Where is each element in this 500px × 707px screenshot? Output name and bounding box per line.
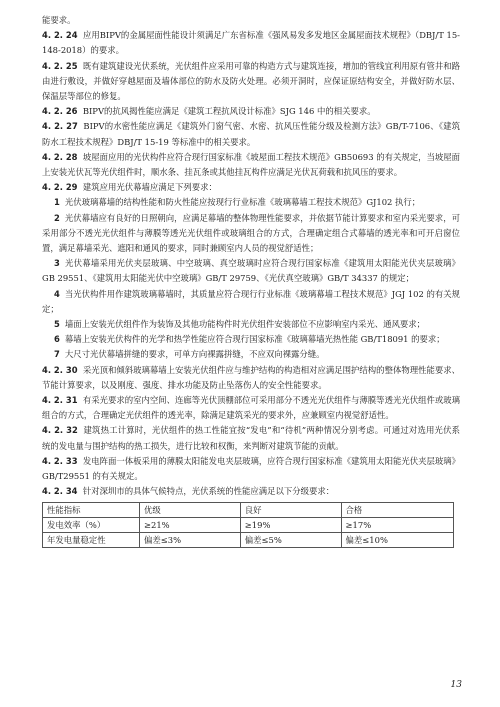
clause-number: 4. 2. 29: [42, 182, 78, 193]
sub-item: [42, 287, 460, 317]
table-row: [43, 532, 454, 547]
clause: [42, 59, 460, 105]
clause: [42, 28, 460, 58]
table-cell: 发电效率（%）: [43, 517, 140, 532]
clause-number: 4. 2. 27: [42, 121, 78, 132]
table-header-cell: 合格: [341, 502, 453, 517]
clause-text: 建筑热工计算时，光伏组件的热工性能宜按“发电”和“待机”两种情况分别考虑。可通过对选用光伏系统的发电量与围护结构的热工损失，进行比较和权衡，来判断对建筑节能的贡献。: [42, 425, 460, 451]
clause: [42, 180, 460, 195]
clause-number: 4. 2. 33: [42, 455, 78, 466]
sub-item-number: 1: [54, 197, 60, 208]
sub-item: [42, 211, 460, 257]
clause-text: 有采光要求的室内空间、连廊等光伏顶棚部位可采用部分不透光光伏组件与薄膜等透光光伏组件或玻璃组合的方式，合理确定光伏组件的透光率，除满足建筑采光的要求外，应兼顾室内视觉舒适性。: [42, 395, 460, 421]
sub-item: [42, 195, 460, 210]
lead-in-text: 能要求。: [42, 15, 76, 25]
table-row: [43, 517, 454, 532]
clause-number: 4. 2. 34: [42, 486, 78, 497]
sub-item: [42, 347, 460, 362]
sub-item-number: 4: [54, 288, 60, 299]
sub-item: [42, 256, 460, 286]
table-cell: 年发电量稳定性: [43, 532, 140, 547]
page-content: [42, 13, 460, 548]
clause-text: 坡屋面应用的光伏构件应符合现行国家标准《坡屋面工程技术规范》GB50693 的有关规定，当坡屋面上安装光伏瓦等光伏组件时，顺水条、挂瓦条或其他挂瓦构件应满足光伏瓦荷载和抗风压的要求。: [42, 151, 460, 178]
table-cell: 偏差≤3%: [140, 532, 241, 547]
clauses-before: [42, 28, 460, 195]
table-cell: ≥19%: [240, 517, 341, 532]
table-header-cell: 良好: [240, 502, 341, 517]
sub-item-text: 大尺寸光伏幕墙拼缝的要求，可单方向裸露拼缝，不应双向裸露分缝。: [64, 349, 325, 360]
clauses-after: [42, 363, 460, 500]
sub-item-number: 5: [54, 319, 60, 330]
table-cell: ≥21%: [140, 517, 241, 532]
clause-number: 4. 2. 32: [42, 425, 78, 436]
table-cell: 偏差≤5%: [240, 532, 341, 547]
sub-item-text: 光伏玻璃幕墙的结构性能和防火性能应按现行行业标准《玻璃幕墙工程技术规范》GJ102 执行；: [64, 197, 421, 208]
sub-item-text: 当光伏构件用作建筑玻璃幕墙时，其质量应符合现行行业标准《玻璃幕墙工程技术规范》JGJ 102 的有关规定；: [42, 288, 460, 314]
clause: [42, 423, 460, 453]
sub-item-number: 6: [54, 334, 60, 345]
clause-number: 4. 2. 31: [42, 395, 78, 406]
clause-text: BIPV的抗风揭性能应满足《建筑工程抗风设计标准》SJG 146 中的相关要求。: [82, 106, 376, 117]
table-cell: ≥17%: [341, 517, 453, 532]
sub-items: [42, 195, 460, 362]
clause: [42, 484, 460, 499]
page-number: 13: [450, 680, 462, 690]
sub-item-number: 2: [54, 212, 60, 223]
clause-number: 4. 2. 24: [42, 30, 78, 41]
clause-text: 采光顶和倾斜玻璃幕墙上安装光伏组件应与维护结构的构造相对应满足围护结构的整体物理性能要求、节能计算要求，以及刚度、强度、排水功能及防止坠落伤人的安全性能要求。: [42, 364, 460, 390]
clause-text: 建筑应用光伏幕墙应满足下列要求：: [82, 182, 217, 193]
clause: [42, 454, 460, 484]
performance-table: [42, 502, 454, 548]
table-header-cell: 优级: [140, 502, 241, 517]
clause-text: BIPV的水密性能应满足《建筑外门窗气密、水密、抗风压性能分级及检测方法》GB/T-7106、《建筑防水工程技术规程》DBJ/T 15-19 等标准中的相关要求。: [42, 121, 461, 147]
clause-text: 针对深圳市的具体气候特点，光伏系统的性能应满足以下分级要求：: [82, 486, 335, 497]
sub-item: [42, 332, 460, 347]
clause: [42, 104, 460, 119]
clause-text: 既有建筑建设光伏系统，光伏组件应采用可靠的构造方式与建筑连接，增加的管线宜利用原有管井和路由进行敷设，并做好穿越屋面及墙体部位的防水及防火处理。必须开洞时，应保证原结构安全，并做好防水层、保温层等部位的修复。: [42, 60, 460, 102]
sub-item-text: 光伏幕墙应有良好的日照朝向，应满足幕墙的整体物理性能要求，并依据节能计算要求和室内采光要求，可采用部分不透光光伏组件与薄膜等透光光伏组件或玻璃组合的方式，合理确定组合式幕墙的透光率和可开启窗位置，满足幕墙采光、遮阳和通风的要求，同时兼顾室内人员的视觉舒适性；: [42, 212, 460, 254]
clause-number: 4. 2. 26: [42, 106, 78, 117]
sub-item-text: 幕墙上安装光伏构件的光学和热学性能应符合现行国家标准《玻璃幕墙光热性能 GB/T18091 的要求；: [64, 334, 445, 345]
sub-item-number: 7: [54, 349, 60, 360]
clause: [42, 363, 460, 393]
sub-item: [42, 317, 460, 332]
clause-number: 4. 2. 30: [42, 364, 78, 375]
clause-text: 发电阵面一体板采用的薄膜太阳能发电夹层玻璃，应符合现行国家标准《建筑用太阳能光伏夹层玻璃》GB/T29551 的有关规定。: [42, 455, 460, 482]
table-cell: 偏差≤10%: [341, 532, 453, 547]
clause: [42, 150, 460, 180]
sub-item-number: 3: [54, 258, 60, 269]
clause-number: 4. 2. 28: [42, 151, 78, 162]
clause-text: 应用BIPV的金属屋面性能设计须满足广东省标准《强风易发多发地区金属屋面技术规程》（DBJ/T 15-148-2018）的要求。: [42, 30, 460, 56]
clause-number: 4. 2. 25: [42, 60, 78, 71]
sub-item-text: 光伏幕墙采用光伏夹层玻璃、中空玻璃、真空玻璃时应符合现行国家标准《建筑用太阳能光伏夹层玻璃》GB 29551、《建筑用太阳能光伏中空玻璃》GB/T 29759、《光伏真空玻璃》GB/T 34337 的规定；: [42, 258, 460, 284]
sub-item-text: 墙面上安装光伏组件作为装饰及其他功能构件时光伏组件安装部位不应影响室内采光、通风要求；: [64, 319, 425, 330]
table-header-row: [43, 502, 454, 517]
clause: [42, 393, 460, 423]
table-header-cell: 性能指标: [43, 502, 140, 517]
clause: [42, 119, 460, 149]
